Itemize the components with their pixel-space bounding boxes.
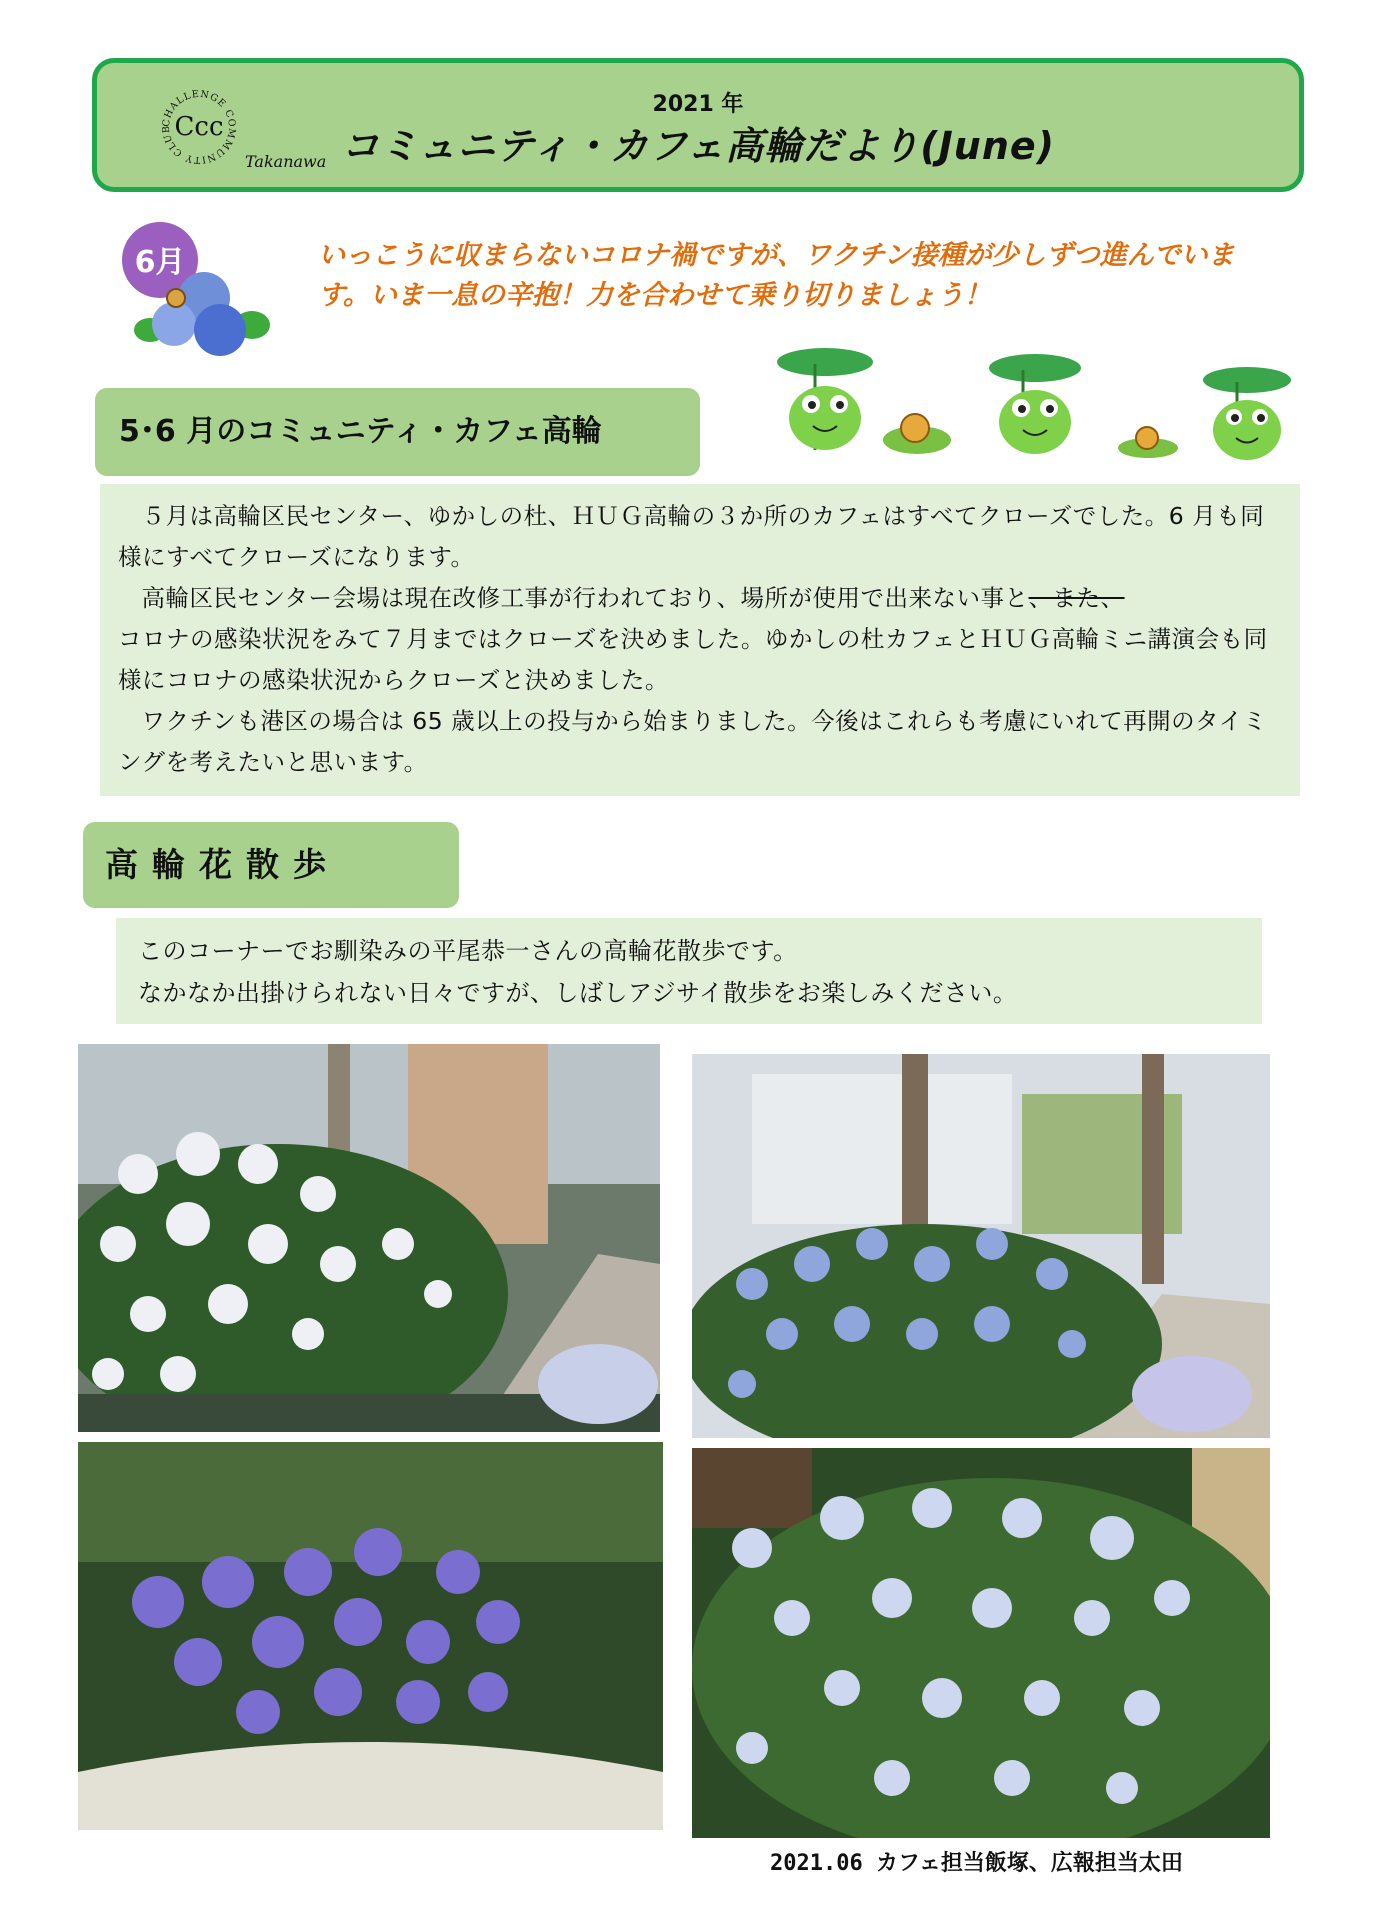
snail-icon [167,289,185,307]
news-paragraph: ５月は高輪区民センター、ゆかしの杜、ＨＵＧ高輪の３か所のカフェはすべてクローズでした。6 月も同様にすべてクローズになります。 [118,502,1265,571]
frog-icon [777,348,873,450]
logo-ring-text: CHALLENGE COMMUNITY CLUB [160,88,238,166]
snail-icon [1118,427,1178,458]
month-label: 6月 [134,245,186,280]
intro-message: いっこうに収まらないコロナ禍ですが、ワクチン接種が少しずつ進んでいます。いま一息の辛抱！力を合わせて乗り切りましょう！ [318,240,1235,311]
credit-line: 2021.06 カフェ担当飯塚、広報担当太田 [770,1851,1183,1876]
purple-hydrangeas-photo [78,1442,663,1830]
intro-line: なかなか出掛けられない日々ですが、しばしアジサイ散歩をお楽しみください。 [138,979,1018,1007]
logo-mark: Ccc [174,112,224,142]
frog-icon [1203,367,1291,460]
frog-illustration [755,340,1303,480]
news-paragraph [118,578,1284,619]
struck-text: 、また、 [1028,584,1125,612]
news-paragraph: ワクチンも港区の場合は 65 歳以上の投与から始まりました。今後はこれらも考慮にいれて再開のタイミングを考えたいと思います。 [118,707,1267,776]
flower-walk-intro [116,918,1262,1024]
section-heading-cafe: 5･6 月のコミュニティ・カフェ高輪 [95,388,700,476]
header-banner [92,58,1304,192]
frog-icon [989,354,1081,454]
intro-line: このコーナーでお馴染みの平尾恭一さんの高輪花散歩です。 [138,937,798,965]
logo-place: Takanawa [245,152,327,171]
month-badge [112,220,272,360]
white-hydrangeas-sidewalk-photo [78,1044,660,1432]
lacecap-hydrangeas-photo [692,1448,1270,1838]
news-text: 高輪区民センター会場は現在改修工事が行われており、場所が使用で出来ない事と [141,584,1029,612]
header-year: 2021 年 [652,92,744,117]
page-title: コミュニティ・カフェ高輪だより(June) [340,124,1056,168]
cafe-news-text [100,484,1300,796]
blue-hydrangeas-street-photo [692,1054,1270,1438]
section-heading-flower-walk: 高輪花散歩 [83,822,459,908]
news-paragraph: コロナの感染状況をみて７月まではクローズを決めました。ゆかしの杜カフェとＨＵＧ高輪ミニ講演会も同様にコロナの感染状況からクローズと決めました。 [118,625,1268,694]
snail-icon [883,414,951,454]
